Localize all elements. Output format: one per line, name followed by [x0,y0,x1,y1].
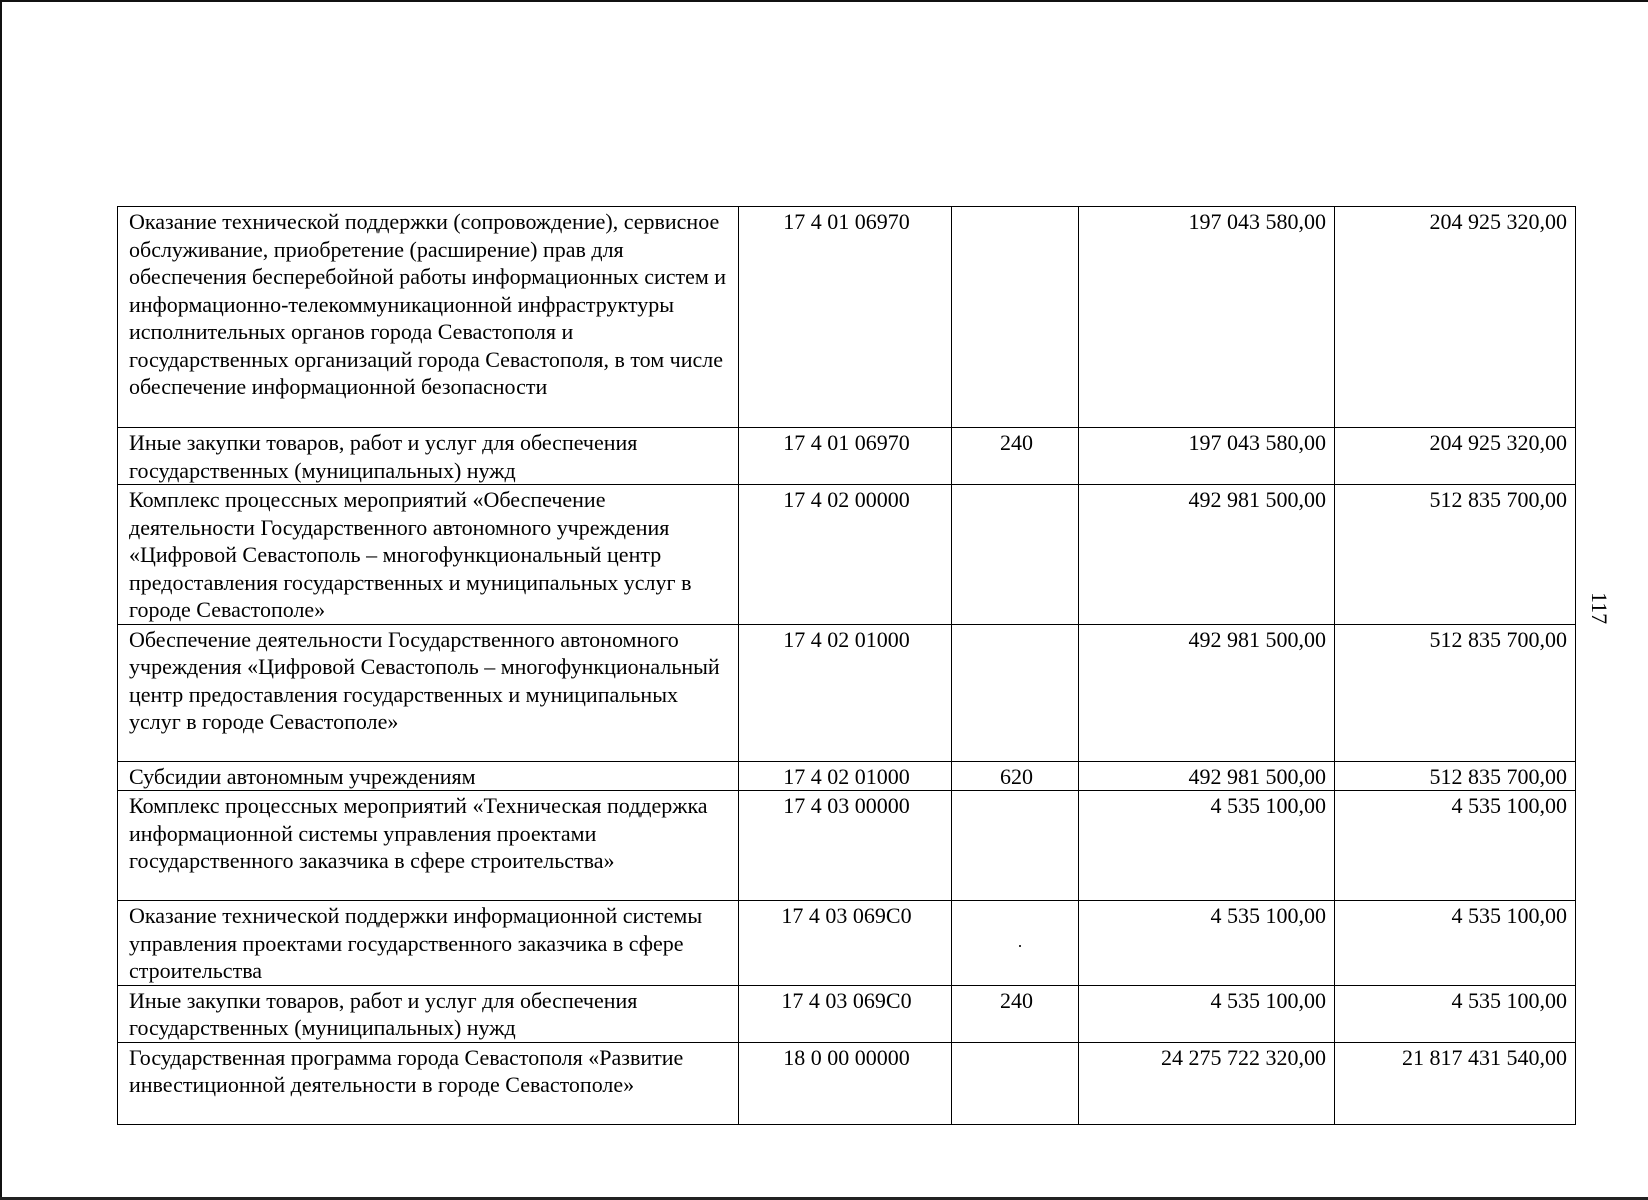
row-sum-1: 492 981 500,00 [1079,761,1335,791]
row-sum-2: 4 535 100,00 [1335,901,1576,986]
row-sum-1: 4 535 100,00 [1079,791,1335,901]
table-row [118,207,1576,428]
row-code: 17 4 03 069С0 [739,901,952,986]
row-name: Оказание технической поддержки информационной системы управления проектами государственного заказчика в сфере строительства [118,901,739,986]
row-sum-1: 197 043 580,00 [1079,428,1335,485]
scan-border-top [0,0,1648,2]
table-row [118,428,1576,485]
row-expense-type [952,901,1079,986]
row-sum-1: 4 535 100,00 [1079,985,1335,1042]
row-expense-type: 240 [952,428,1079,485]
row-sum-1: 4 535 100,00 [1079,901,1335,986]
row-code: 17 4 03 069С0 [739,985,952,1042]
budget-table [117,206,1576,1125]
row-sum-2: 512 835 700,00 [1335,761,1576,791]
row-sum-2: 512 835 700,00 [1335,624,1576,761]
row-expense-type [952,485,1079,625]
scan-speck [1019,945,1021,947]
row-sum-1: 492 981 500,00 [1079,485,1335,625]
row-code: 17 4 03 00000 [739,791,952,901]
table-row [118,901,1576,986]
row-sum-2: 4 535 100,00 [1335,985,1576,1042]
row-code: 17 4 02 01000 [739,761,952,791]
row-expense-type: 620 [952,761,1079,791]
row-code: 17 4 02 01000 [739,624,952,761]
row-code: 17 4 01 06970 [739,428,952,485]
row-expense-type [952,624,1079,761]
row-code: 17 4 01 06970 [739,207,952,428]
row-name: Субсидии автономным учреждениям [118,761,739,791]
table-row [118,761,1576,791]
row-code: 17 4 02 00000 [739,485,952,625]
row-sum-1: 492 981 500,00 [1079,624,1335,761]
row-name: Оказание технической поддержки (сопровождение), сервисное обслуживание, приобретение (расширение) прав для обеспечения бесперебойной работы информационных систем и информационно-телекоммуникационной инфраструктуры исполнительных органов города Севастополя и государственных организаций города Севастополя, в том числе обеспечение информационной безопасности [118,207,739,428]
row-name: Комплекс процессных мероприятий «Обеспечение деятельности Государственного автономного учреждения «Цифровой Севастополь – многофункциональный центр предоставления государственных и муниципальных услуг в городе Севастополе» [118,485,739,625]
table-row [118,485,1576,625]
row-sum-1: 24 275 722 320,00 [1079,1042,1335,1124]
row-expense-type [952,1042,1079,1124]
table-row [118,791,1576,901]
row-code: 18 0 00 00000 [739,1042,952,1124]
scan-border-left [0,0,2,1200]
row-sum-2: 204 925 320,00 [1335,207,1576,428]
row-sum-2: 4 535 100,00 [1335,791,1576,901]
row-sum-2: 21 817 431 540,00 [1335,1042,1576,1124]
row-name: Иные закупки товаров, работ и услуг для обеспечения государственных (муниципальных) нужд [118,985,739,1042]
row-name: Комплекс процессных мероприятий «Техническая поддержка информационной системы управления проектами государственного заказчика в сфере строительства» [118,791,739,901]
table-row [118,624,1576,761]
row-name: Обеспечение деятельности Государственного автономного учреждения «Цифровой Севастополь – многофункциональный центр предоставления государственных и муниципальных услуг в городе Севастополе» [118,624,739,761]
page-number: 117 [1587,592,1612,625]
row-sum-2: 512 835 700,00 [1335,485,1576,625]
row-expense-type [952,207,1079,428]
row-sum-2: 204 925 320,00 [1335,428,1576,485]
row-name: Иные закупки товаров, работ и услуг для обеспечения государственных (муниципальных) нужд [118,428,739,485]
table-row [118,985,1576,1042]
row-name: Государственная программа города Севастополя «Развитие инвестиционной деятельности в городе Севастополе» [118,1042,739,1124]
row-expense-type [952,791,1079,901]
table-row [118,1042,1576,1124]
row-expense-type: 240 [952,985,1079,1042]
row-sum-1: 197 043 580,00 [1079,207,1335,428]
